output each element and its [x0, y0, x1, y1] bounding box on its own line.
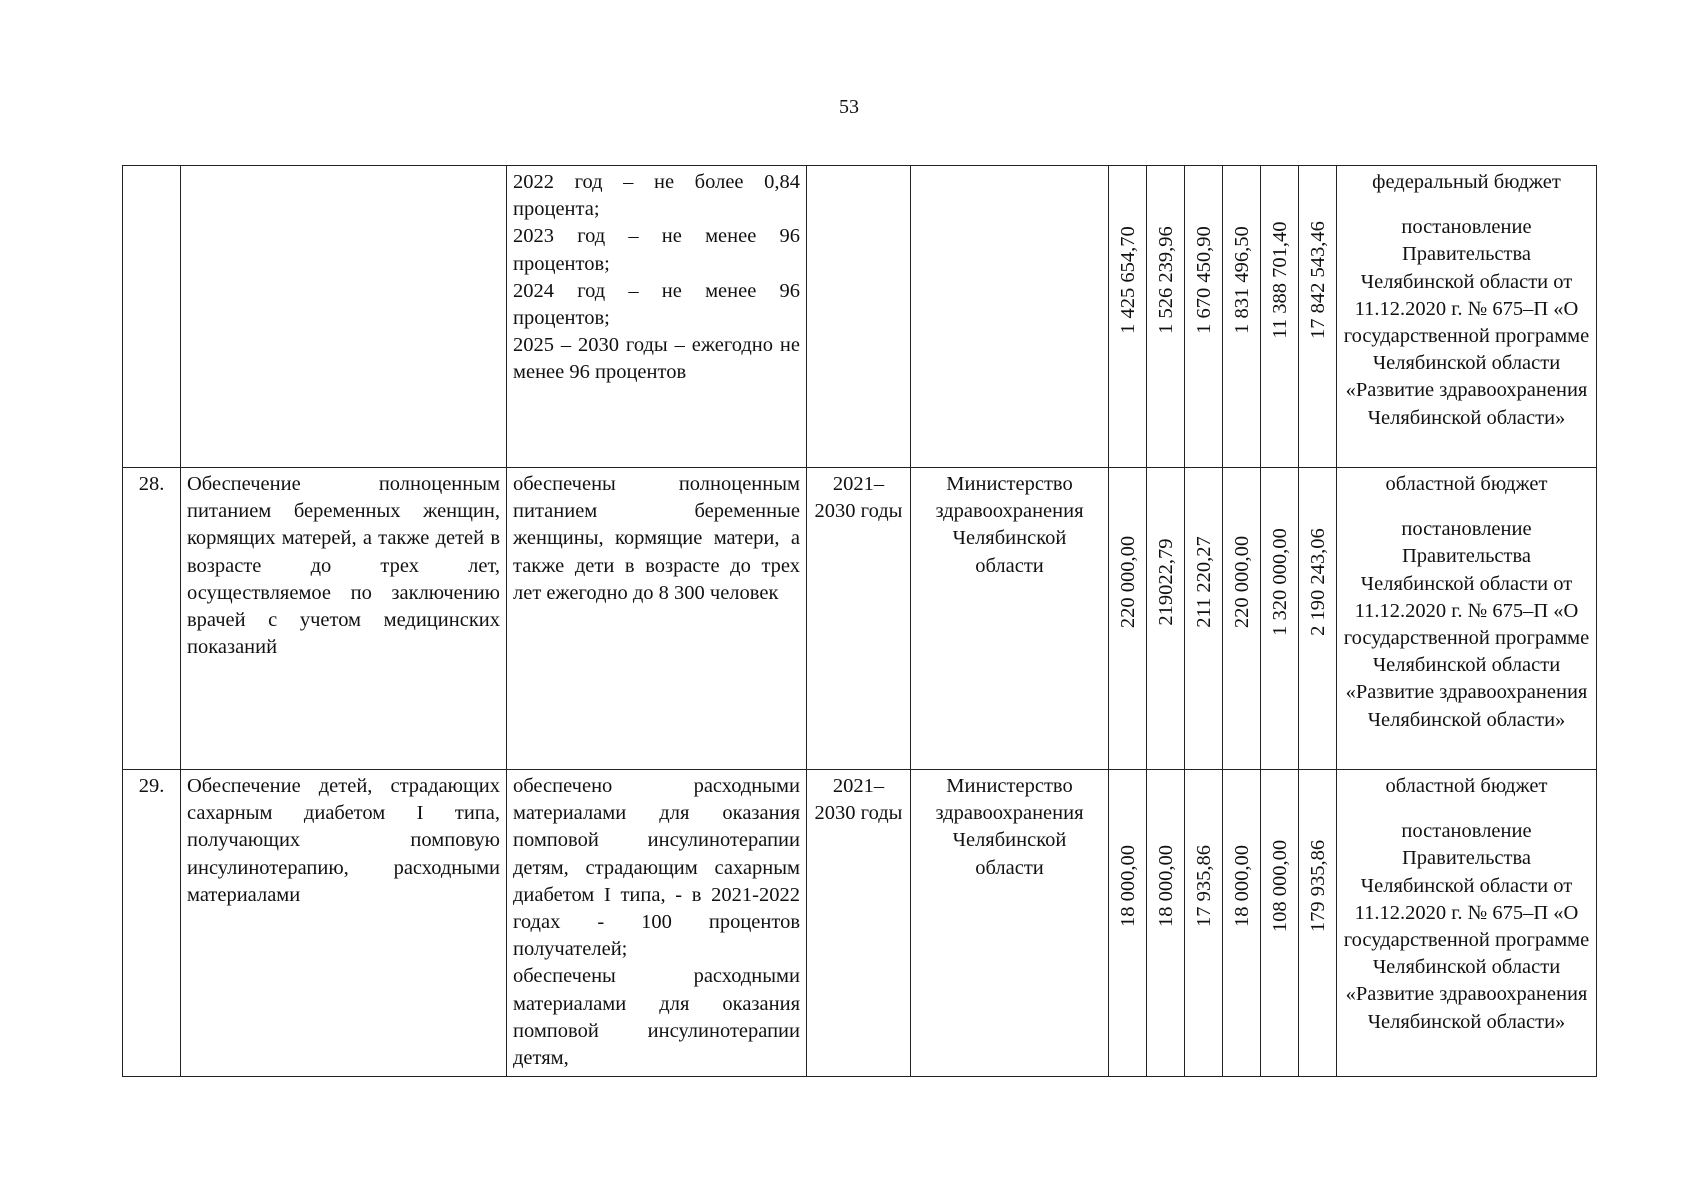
amount-2023: 17 935,86: [1192, 845, 1215, 928]
amount-2022: 219022,79: [1154, 538, 1177, 626]
table-row: [123, 468, 1597, 770]
expected-result: [507, 468, 807, 770]
legal-basis: постановление Правительства Челябинской области от 11.12.2020 г. № 675–П «О государственной программе Челябинской области «Развитие здравоохранения Челябинской области»: [1343, 518, 1590, 731]
amount-2024-cell: [1223, 166, 1261, 468]
expected-result-line: 2025 – 2030 годы – ежегодно не менее 96 процентов: [513, 334, 800, 384]
activity-name: [181, 166, 507, 468]
amount-total-cell: [1299, 468, 1337, 770]
funding-source: [1337, 468, 1597, 770]
amount-2022-cell: [1147, 770, 1185, 1077]
expected-result-line: обеспечено расходными материалами для оказания помповой инсулинотерапии детям, страдающим сахарным диабетом I типа, - в 2021-2022 годах - 100 процентов получателей;: [513, 775, 800, 961]
expected-result: [507, 770, 807, 1077]
row-number: 28.: [123, 468, 181, 770]
activity-name: Обеспечение детей, страдающих сахарным диабетом I типа, получающих помповую инсулинотерапию, расходными материалами: [181, 770, 507, 1077]
page-number: 53: [839, 96, 859, 118]
amount-2023-cell: [1185, 166, 1223, 468]
table-row: [123, 770, 1597, 1077]
budget-type: областной бюджет: [1385, 473, 1548, 495]
legal-basis: постановление Правительства Челябинской области от 11.12.2020 г. № 675–П «О государственной программе Челябинской области «Развитие здравоохранения Челябинской области»: [1343, 820, 1590, 1033]
amount-2021: 1 425 654,70: [1116, 226, 1139, 335]
amount-2023-cell: [1185, 468, 1223, 770]
amount-2024-cell: [1223, 468, 1261, 770]
program-activities-table: [122, 165, 1597, 1077]
amount-2024: 18 000,00: [1230, 845, 1253, 928]
budget-type: федеральный бюджет: [1372, 171, 1561, 193]
row-number: 29.: [123, 770, 181, 1077]
amount-total-cell: [1299, 770, 1337, 1077]
amount-2023: 211 220,27: [1192, 536, 1215, 629]
amount-2025-2030: 11 388 701,40: [1268, 221, 1291, 339]
amount-2025-2030-cell: [1261, 468, 1299, 770]
expected-result-line: обеспечены полноценным питанием беременные женщины, кормящие матери, а также дети в возрасте до трех лет ежегодно до 8 300 человек: [513, 473, 800, 604]
amount-total: 179 935,86: [1306, 840, 1329, 933]
amount-2025-2030: 108 000,00: [1268, 840, 1291, 933]
funding-source: [1337, 166, 1597, 468]
responsible-executor: Министерство здравоохранения Челябинской области: [911, 770, 1109, 1077]
activity-name: Обеспечение полноценным питанием беременных женщин, кормящих матерей, а также детей в возрасте до трех лет, осуществляемое по заключению врачей с учетом медицинских показаний: [181, 468, 507, 770]
amount-2025-2030-cell: [1261, 166, 1299, 468]
expected-result-line: 2023 год – не менее 96 процентов;: [513, 225, 800, 275]
expected-result-line: 2024 год – не менее 96 процентов;: [513, 279, 800, 330]
amount-2021-cell: [1109, 468, 1147, 770]
amount-total: 17 842 543,46: [1306, 221, 1329, 340]
amount-total-cell: [1299, 166, 1337, 468]
amount-2022-cell: [1147, 166, 1185, 468]
implementation-period: [807, 166, 911, 468]
amount-2023: 1 670 450,90: [1192, 226, 1215, 335]
amount-2025-2030-cell: [1261, 770, 1299, 1077]
table-body: [123, 166, 1597, 1077]
table-row: [123, 166, 1597, 468]
amount-2021-cell: [1109, 770, 1147, 1077]
implementation-period: 2021–2030 годы: [807, 468, 911, 770]
amount-2025-2030: 1 320 000,00: [1268, 528, 1291, 637]
budget-type: областной бюджет: [1385, 775, 1548, 797]
amount-2022: 18 000,00: [1154, 845, 1177, 928]
row-number: [123, 166, 181, 468]
amount-2021: 18 000,00: [1116, 845, 1139, 928]
responsible-executor: Министерство здравоохранения Челябинской области: [911, 468, 1109, 770]
amount-2022-cell: [1147, 468, 1185, 770]
amount-2023-cell: [1185, 770, 1223, 1077]
expected-result-line: 2022 год – не более 0,84 процента;: [513, 171, 800, 221]
responsible-executor: [911, 166, 1109, 468]
amount-total: 2 190 243,06: [1306, 528, 1329, 637]
implementation-period: 2021–2030 годы: [807, 770, 911, 1077]
funding-source: [1337, 770, 1597, 1077]
amount-2024: 1 831 496,50: [1230, 226, 1253, 335]
amount-2024-cell: [1223, 770, 1261, 1077]
amount-2021-cell: [1109, 166, 1147, 468]
amount-2021: 220 000,00: [1116, 536, 1139, 629]
expected-result-line: обеспечены расходными материалами для оказания помповой инсулинотерапии детям,: [513, 965, 800, 1070]
amount-2024: 220 000,00: [1230, 536, 1253, 629]
amount-2022: 1 526 239,96: [1154, 226, 1177, 335]
expected-result: [507, 166, 807, 468]
legal-basis: постановление Правительства Челябинской области от 11.12.2020 г. № 675–П «О государственной программе Челябинской области «Развитие здравоохранения Челябинской области»: [1343, 216, 1590, 429]
